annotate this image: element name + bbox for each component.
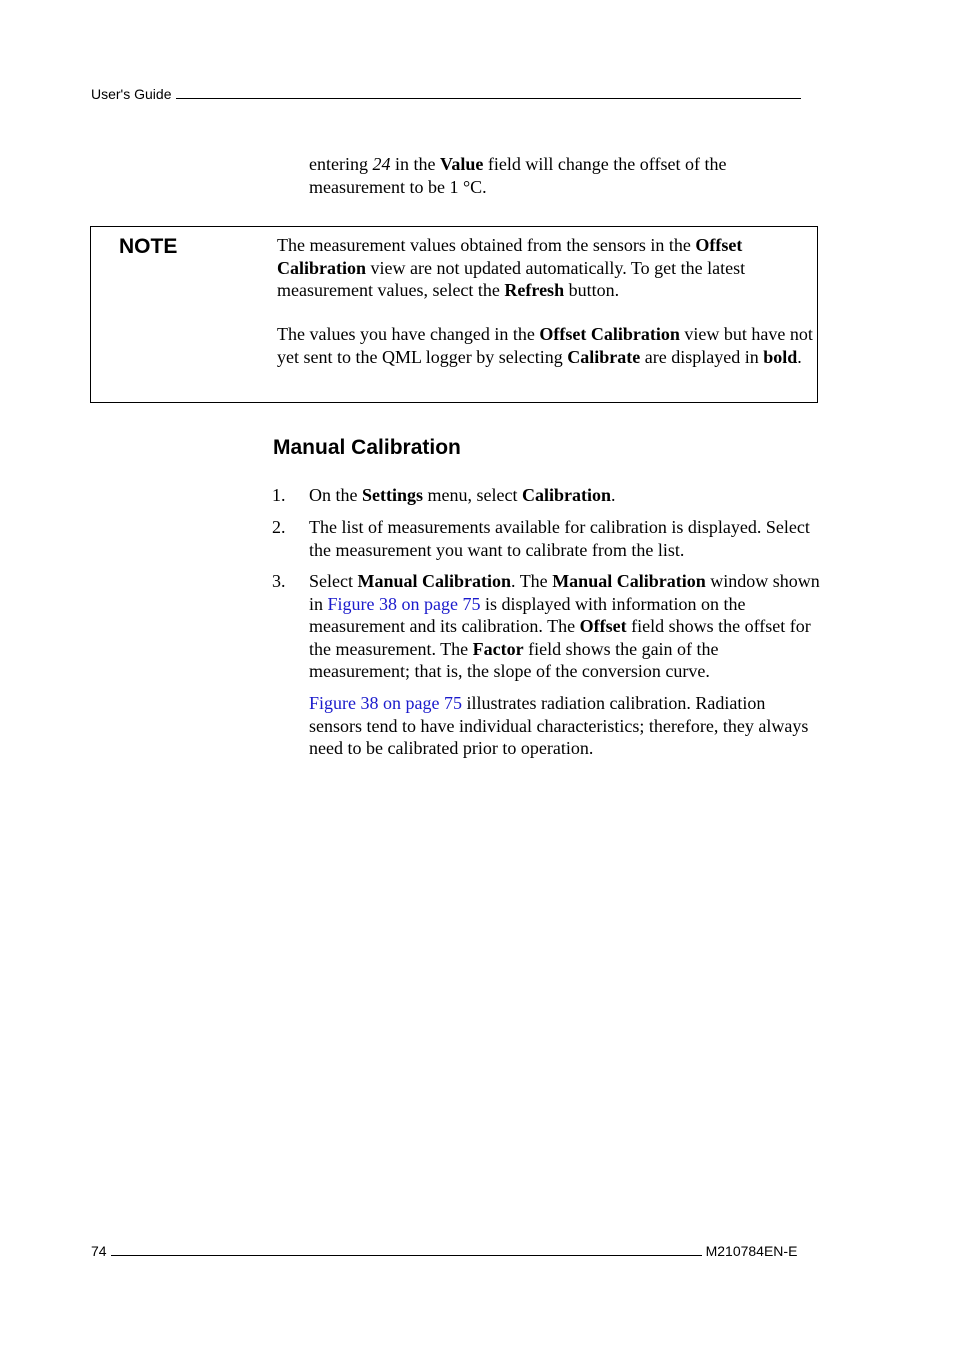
continuation-paragraph (309, 153, 819, 198)
italic-value: 24 (372, 154, 391, 174)
text-run: is displayed with information on the measurement and its calibration. The (309, 593, 746, 636)
bold-term: Offset Calibration (277, 235, 743, 278)
text-run: entering (309, 154, 373, 174)
step-text (309, 570, 821, 683)
step-text: The list of measurements available for calibration is displayed. Select the measurement you want to calibrate from the list. (309, 517, 810, 560)
note-paragraph-1 (277, 234, 813, 302)
header-rule (176, 86, 801, 99)
text-run: The measurement values obtained from the sensors in the (277, 235, 696, 255)
note-label: NOTE (119, 235, 178, 258)
figure-link[interactable]: Figure 38 on page 75 (327, 593, 481, 614)
text-run: button. (564, 280, 620, 300)
followup-text (309, 692, 821, 760)
bold-term: Refresh (504, 280, 565, 300)
bold-term: Calibrate (567, 346, 641, 367)
text-run: menu, select (423, 485, 522, 505)
running-footer (91, 1243, 817, 1259)
text-run: . The (511, 571, 553, 591)
page-number: 74 (91, 1243, 107, 1259)
bold-term: Settings (362, 485, 424, 505)
step-text (309, 484, 821, 507)
note-box (90, 226, 818, 403)
text-run: On the (309, 485, 362, 505)
bold-term: bold (763, 346, 798, 367)
text-run: view are not updated automatically. To get the latest measurement values, select the (277, 257, 746, 300)
text-run: illustrates radiation calibration. Radiation sensors tend to have individual characteristics; therefore, they always need to be calibrated prior to operation. (309, 693, 809, 758)
note-paragraph-2 (277, 323, 813, 368)
bold-term: Calibration (521, 485, 611, 505)
footer-rule (111, 1243, 702, 1256)
text-run: field shows the gain of the measurement; that is, the slope of the conversion curve. (309, 638, 719, 681)
header-title: User's Guide (91, 86, 172, 102)
figure-link[interactable]: Figure 38 on page 75 (309, 693, 462, 713)
bold-term: Offset Calibration (539, 324, 680, 344)
text-run: The values you have changed in the (277, 324, 540, 344)
text-run: . (797, 346, 802, 367)
step-number: 2. (272, 517, 286, 537)
text-run: field shows the offset for the measurement. The (309, 616, 811, 659)
text-run: are displayed in (640, 346, 764, 367)
text-run: view but have not yet sent to the QML logger by selecting (277, 324, 813, 367)
bold-field-name: Value (439, 154, 484, 174)
bold-term: Offset (579, 616, 627, 636)
step-number: 3. (272, 571, 286, 591)
section-heading: Manual Calibration (273, 436, 461, 459)
bold-term: Factor (472, 638, 524, 659)
bold-term: Manual Calibration (552, 571, 706, 591)
bold-term: Manual Calibration (357, 571, 512, 591)
text-run: Select (309, 571, 358, 591)
step-number: 1. (272, 485, 286, 505)
text-run: window shown in (309, 571, 820, 614)
text-run: field will change the offset of the measurement to be 1 °C. (309, 154, 727, 197)
text-run: . (611, 485, 616, 505)
doc-code: M210784EN-E (705, 1243, 798, 1259)
running-header (91, 86, 801, 102)
text-run: in the (390, 154, 440, 174)
